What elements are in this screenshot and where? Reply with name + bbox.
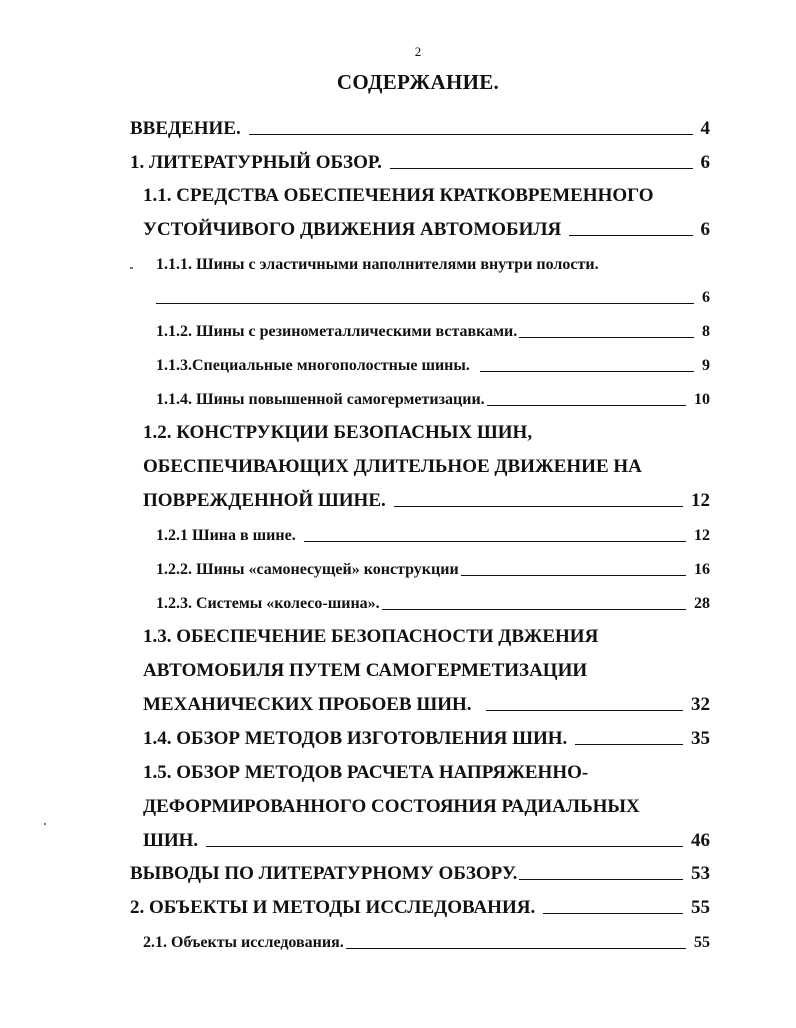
toc-entry-1-3-line-1[interactable] [0, 625, 796, 649]
toc-entry-1-1-2[interactable] [0, 320, 710, 344]
toc-entry-1-1-3[interactable] [0, 354, 710, 378]
dot-leader [575, 743, 683, 745]
toc-entry-text: УСТОЙЧИВОГО ДВИЖЕНИЯ АВТОМОБИЛЯ [143, 219, 562, 240]
dot-leader [487, 404, 686, 406]
toc-entry-text: 1. ЛИТЕРАТУРНЫЙ ОБЗОР. [130, 152, 382, 173]
toc-entry-text: 2.1. Объекты исследования. [143, 934, 344, 951]
toc-entry-conclusions[interactable] [0, 862, 710, 886]
toc-page-number: 6 [700, 152, 710, 173]
toc-page-number: 12 [694, 527, 710, 544]
toc-page-number: 6 [700, 219, 710, 240]
toc-page-number: 35 [691, 728, 710, 749]
toc-entry-text: 1.2. КОНСТРУКЦИИ БЕЗОПАСНЫХ ШИН, [143, 422, 533, 443]
toc-entry-1-1-4[interactable] [0, 388, 710, 412]
toc-entry-1-3-line-2[interactable] [0, 659, 796, 683]
toc-page-number: 55 [694, 934, 710, 951]
dot-leader [543, 912, 683, 914]
toc-page-number: 4 [700, 118, 710, 139]
toc-entry-text: 1.1.2. Шины с резинометаллическими вставками. [156, 323, 518, 340]
toc-entry-1-2-line-1[interactable] [0, 421, 796, 445]
toc-entry-text: МЕХАНИЧЕСКИХ ПРОБОЕВ ШИН. [143, 694, 472, 715]
dot-leader [382, 608, 686, 610]
toc-page-number: 16 [694, 561, 710, 578]
toc-page-number: 8 [702, 323, 710, 340]
toc-entry-text: ПОВРЕЖДЕННОЙ ШИНЕ. [143, 490, 386, 511]
toc-page-number: 46 [691, 830, 710, 851]
toc-entry-introduction[interactable] [0, 117, 710, 141]
dot-leader [156, 302, 694, 304]
toc-entry-1[interactable] [0, 151, 710, 175]
dot-leader [461, 574, 686, 576]
toc-entry-1-5-line-2[interactable] [0, 795, 796, 819]
dot-leader [519, 336, 694, 338]
toc-entry-text: ШИН. [143, 830, 199, 851]
toc-entry-text: 1.4. ОБЗОР МЕТОДОВ ИЗГОТОВЛЕНИЯ ШИН. [143, 728, 568, 749]
toc-page-number: 12 [691, 490, 710, 511]
toc-entry-1-1-1-line-1[interactable] [0, 253, 796, 277]
dot-leader [569, 234, 692, 236]
toc-entry-text: 1.1.1. Шины с эластичными наполнителями внутри полости. [156, 256, 599, 273]
toc-entry-text: 1.3. ОБЕСПЕЧЕНИЕ БЕЗОПАСНОСТИ ДВЖЕНИЯ [143, 626, 599, 647]
page-number: 2 [414, 44, 422, 59]
dot-leader [394, 505, 683, 507]
toc-entry-1-2-2[interactable] [0, 558, 710, 582]
toc-page-number: 55 [691, 897, 710, 918]
dot-leader [486, 709, 683, 711]
toc-entry-1-2-3[interactable] [0, 592, 710, 616]
toc-page-number: 10 [694, 391, 710, 408]
toc-entry-text: 1.1.3.Специальные многополостные шины. [156, 357, 470, 374]
dot-leader [390, 167, 693, 169]
toc-entry-text: 1.2.1 Шина в шине. [156, 527, 296, 544]
toc-entry-1-5-line-1[interactable] [0, 761, 796, 785]
toc-entry-text: ВЫВОДЫ ПО ЛИТЕРАТУРНОМУ ОБЗОРУ. [130, 863, 518, 884]
toc-entry-text: 1.1. СРЕДСТВА ОБЕСПЕЧЕНИЯ КРАТКОВРЕМЕННОГО [143, 185, 654, 206]
toc-entry-1-3-line-3[interactable] [0, 693, 710, 717]
toc-entry-2[interactable] [0, 896, 710, 920]
toc-entry-text: 1.2.2. Шины «самонесущей» конструкции [156, 561, 459, 578]
toc-entry-text: 1.1.4. Шины повышенной самогерметизации. [156, 391, 485, 408]
toc-page-number: 32 [691, 694, 710, 715]
toc-entry-text: 1.5. ОБЗОР МЕТОДОВ РАСЧЕТА НАПРЯЖЕННО- [143, 762, 589, 783]
toc-entry-text: 1.2.3. Системы «колесо-шина». [156, 595, 380, 612]
page-title: СОДЕРЖАНИЕ. [336, 70, 500, 94]
dot-leader [519, 878, 683, 880]
toc-entry-text: ДЕФОРМИРОВАННОГО СОСТОЯНИЯ РАДИАЛЬНЫХ [143, 796, 640, 817]
scan-mark [44, 823, 46, 825]
toc-entry-text: АВТОМОБИЛЯ ПУТЕМ САМОГЕРМЕТИЗАЦИИ [143, 660, 588, 681]
toc-page-number: 28 [694, 595, 710, 612]
toc-entry-1-2-line-3[interactable] [0, 489, 710, 513]
toc-page-number: 53 [691, 863, 710, 884]
toc-entry-1-1-line-1[interactable] [0, 184, 796, 208]
toc-entry-1-2-1[interactable] [0, 524, 710, 548]
toc-entry-text: ОБЕСПЕЧИВАЮЩИХ ДЛИТЕЛЬНОЕ ДВИЖЕНИЕ НА [143, 456, 642, 477]
toc-entry-1-1-line-2[interactable] [0, 218, 710, 242]
dot-leader [480, 370, 694, 372]
toc-entry-1-5-line-3[interactable] [0, 829, 710, 853]
dot-leader [249, 133, 693, 135]
toc-entry-2-1[interactable] [0, 931, 710, 955]
dot-leader [346, 947, 686, 949]
toc-entry-text: 2. ОБЪЕКТЫ И МЕТОДЫ ИССЛЕДОВАНИЯ. [130, 897, 536, 918]
toc-page-number: 9 [702, 357, 710, 374]
dot-leader [304, 540, 686, 542]
toc-entry-1-4[interactable] [0, 727, 710, 751]
toc-page-number: 6 [702, 289, 710, 306]
toc-entry-text: ВВЕДЕНИЕ. [130, 118, 241, 139]
toc-entry-1-2-line-2[interactable] [0, 455, 796, 479]
toc-entry-1-1-1-line-2[interactable] [0, 286, 710, 310]
dot-leader [206, 845, 683, 847]
